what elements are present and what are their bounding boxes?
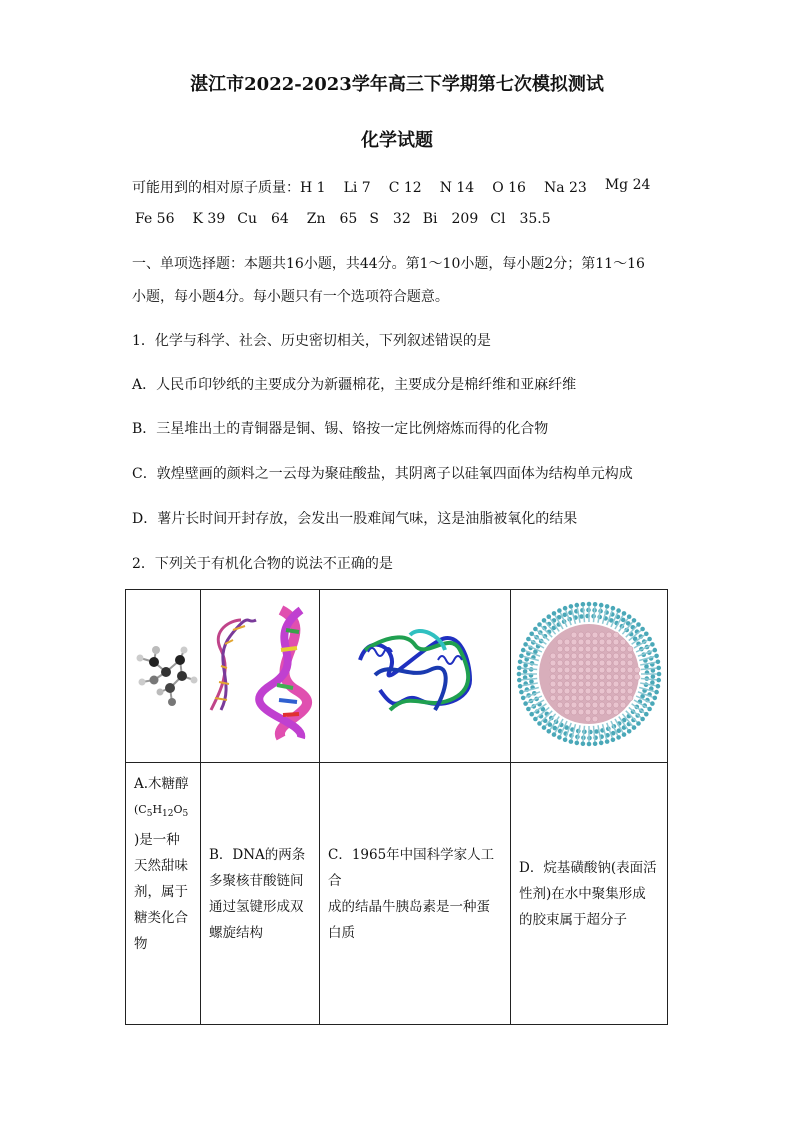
exam-title: 湛江市2022-2023学年高三下学期第七次模拟测试 — [190, 74, 604, 95]
xylitol-molecule-image — [126, 590, 201, 763]
atomic-mass: O 16 — [492, 180, 526, 196]
q2-c-line: 白质 — [328, 924, 355, 941]
dna-double-helix-image — [201, 590, 320, 763]
atomic-masses-line-1 — [132, 177, 668, 197]
atomic-mass: Cl 35.5 — [490, 211, 551, 227]
q2-a-line: 物 — [134, 936, 148, 953]
q2-option-c-cell — [320, 763, 511, 1025]
atomic-mass: Fe 56 — [135, 211, 175, 227]
atomic-mass: Na 23 — [543, 180, 587, 196]
atomic-mass: S 32 — [369, 211, 411, 227]
section-heading-line-1: 一、单项选择题：本题共16小题，共44分。第1～10小题，每小题2分；第11～16 — [132, 256, 645, 272]
q2-b-line: 通过氢键形成双 — [209, 898, 304, 915]
atomic-mass: Cu 64 — [237, 211, 289, 227]
q2-options-table — [125, 589, 668, 1025]
atomic-mass: Bi 209 — [422, 211, 479, 227]
q1-stem: 1．化学与科学、社会、历史密切相关，下列叙述错误的是 — [132, 333, 491, 349]
q2-a-line: 天然甜味 — [134, 858, 188, 875]
q2-d-line: 的胶束属于超分子 — [519, 911, 627, 928]
q2-b-line: B．DNA的两条 — [209, 846, 306, 863]
q2-d-line: D．烷基磺酸钠(表面活 — [519, 859, 657, 876]
atomic-mass: C 12 — [388, 180, 422, 196]
atomic-mass: Li 7 — [343, 180, 371, 196]
q2-stem: 2．下列关于有机化合物的说法不正确的是 — [132, 556, 393, 572]
q2-a-line: )是一种 — [134, 832, 180, 849]
q1-option-b: B．三星堆出土的青铜器是铜、锡、铬按一定比例熔炼而得的化合物 — [132, 421, 549, 437]
q2-c-line: 成的结晶牛胰岛素是一种蛋 — [328, 898, 490, 915]
q2-b-line: 螺旋结构 — [209, 924, 263, 941]
q2-c-line: C．1965年中国科学家人工合 — [328, 846, 495, 889]
q1-option-c: C．敦煌壁画的颜料之一云母为聚硅酸盐，其阴离子以硅氧四面体为结构单元构成 — [132, 466, 633, 482]
q2-a-line: 剂，属于 — [134, 884, 188, 901]
q2-a-line: 糖类化合 — [134, 910, 188, 927]
atomic-mass: Mg 24 — [604, 177, 651, 193]
q2-a-formula: ($C_5H_{12}O_5$ — [134, 803, 189, 820]
atomic-mass: Zn 65 — [306, 211, 358, 227]
atomic-masses-line-2 — [135, 208, 569, 228]
atomic-mass: N 14 — [439, 180, 475, 196]
micelle-image — [511, 590, 668, 763]
exam-subtitle: 化学试题 — [361, 130, 433, 151]
q1-option-d: D．薯片长时间开封存放，会发出一股难闻气味，这是油脂被氧化的结果 — [132, 511, 578, 527]
q2-option-a-cell — [126, 763, 201, 1025]
q2-b-line: 多聚核苷酸链间 — [209, 872, 304, 889]
q2-option-b-cell — [201, 763, 320, 1025]
atomic-mass: K 39 — [192, 211, 226, 227]
atomic-masses-label: 可能用到的相对原子质量： — [132, 180, 300, 196]
q1-option-a: A．人民币印钞纸的主要成分为新疆棉花，主要成分是棉纤维和亚麻纤维 — [132, 377, 577, 393]
q2-option-d-cell — [511, 763, 668, 1025]
insulin-protein-image — [320, 590, 511, 763]
q2-a-line: A.木糖醇 — [134, 776, 189, 792]
atomic-mass: H 1 — [300, 180, 326, 196]
q2-d-line: 性剂)在水中聚集形成 — [519, 885, 646, 902]
section-heading-line-2: 小题，每小题4分。每小题只有一个选项符合题意。 — [132, 289, 449, 305]
